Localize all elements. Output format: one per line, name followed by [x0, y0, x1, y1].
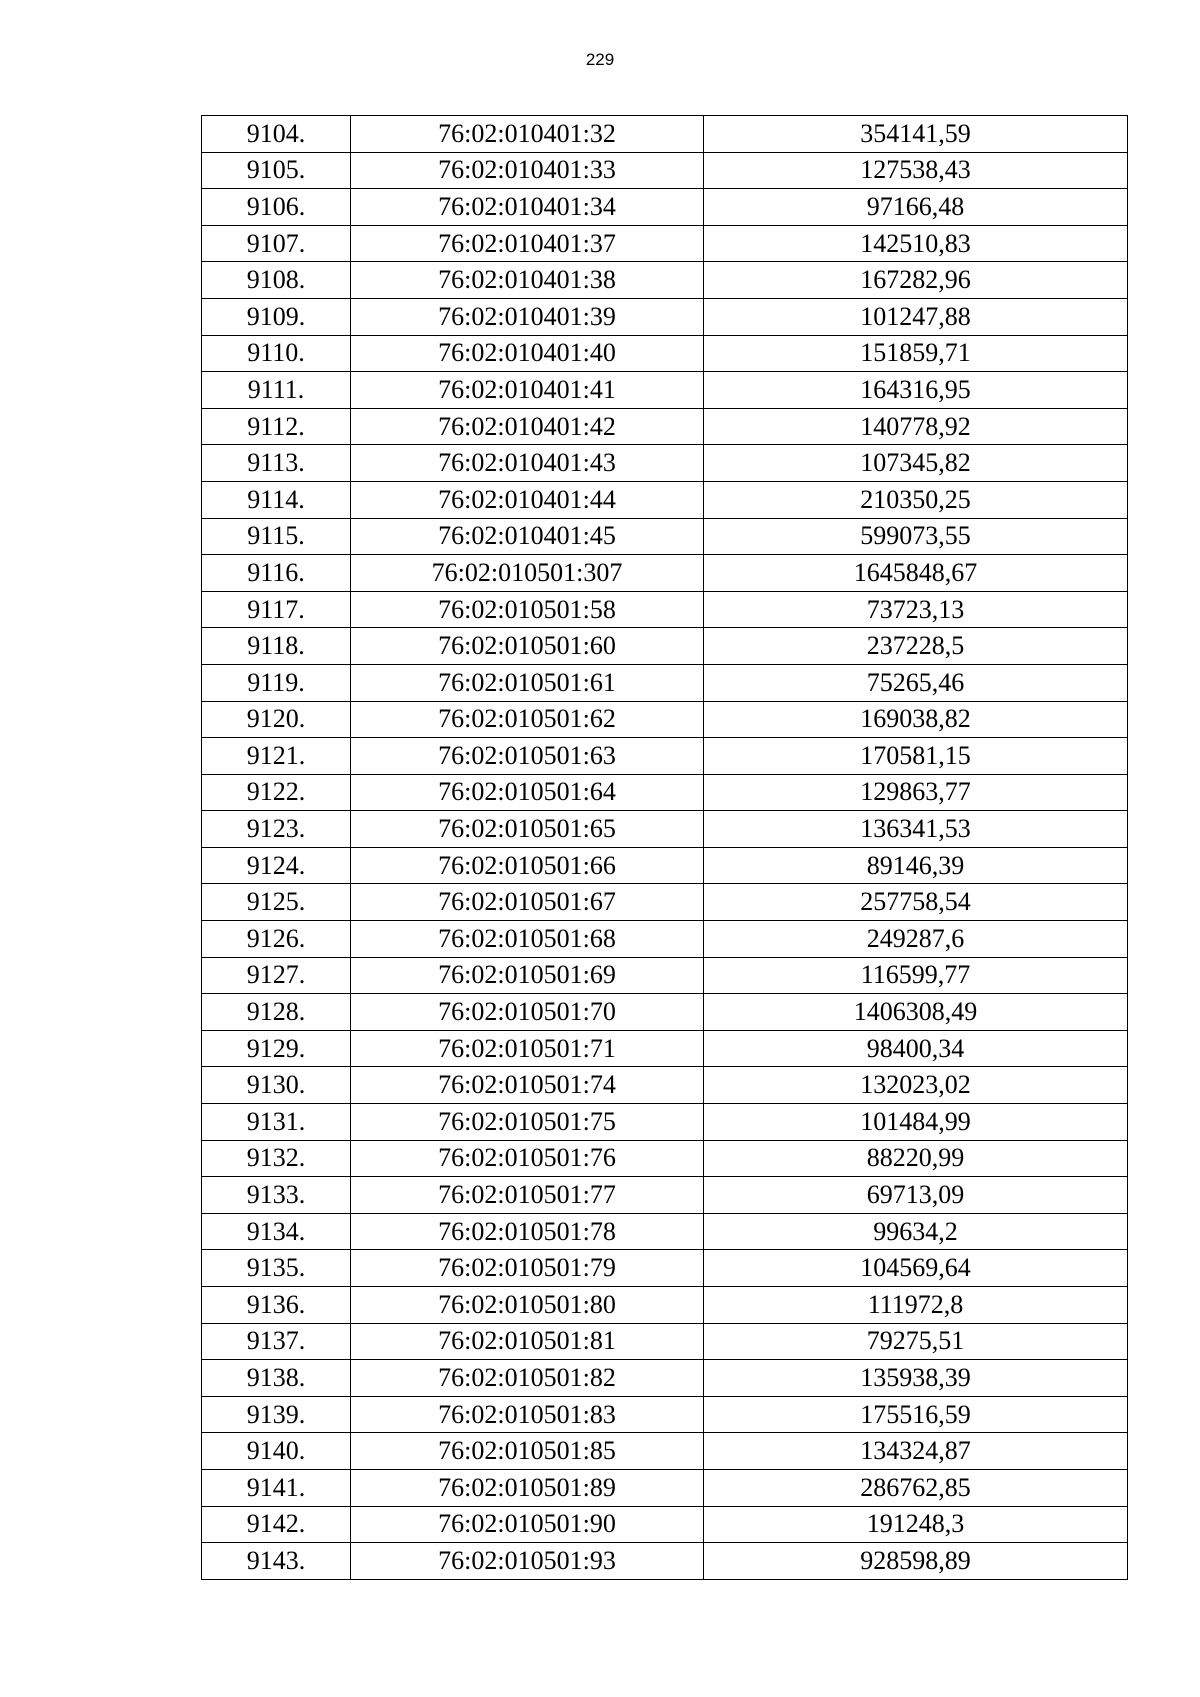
table-row — [202, 1323, 1128, 1360]
table-row — [202, 1360, 1128, 1397]
cadastral-value-cell: 107345,82 — [704, 445, 1128, 482]
cadastral-value-cell: 111972,8 — [704, 1287, 1128, 1324]
table-row — [202, 1543, 1128, 1580]
table-row — [202, 481, 1128, 518]
cadastral-number-cell: 76:02:010501:60 — [351, 628, 704, 665]
table-row — [202, 1506, 1128, 1543]
cadastral-value-cell: 75265,46 — [704, 664, 1128, 701]
cadastral-number-cell: 76:02:010401:44 — [351, 481, 704, 518]
row-number-cell: 9121. — [202, 738, 351, 775]
cadastral-value-cell: 79275,51 — [704, 1323, 1128, 1360]
table-row — [202, 774, 1128, 811]
cadastral-number-cell: 76:02:010501:68 — [351, 921, 704, 958]
cadastral-value-cell: 140778,92 — [704, 408, 1128, 445]
cadastral-number-cell: 76:02:010501:58 — [351, 591, 704, 628]
cadastral-value-cell: 599073,55 — [704, 518, 1128, 555]
table-row — [202, 189, 1128, 226]
row-number-cell: 9133. — [202, 1177, 351, 1214]
table-row — [202, 1177, 1128, 1214]
cadastral-number-cell: 76:02:010501:67 — [351, 884, 704, 921]
cadastral-number-cell: 76:02:010501:83 — [351, 1396, 704, 1433]
table-row — [202, 1250, 1128, 1287]
table-row — [202, 957, 1128, 994]
cadastral-value-cell: 164316,95 — [704, 372, 1128, 409]
cadastral-number-cell: 76:02:010501:76 — [351, 1140, 704, 1177]
table-row — [202, 1396, 1128, 1433]
cadastral-number-cell: 76:02:010501:77 — [351, 1177, 704, 1214]
row-number-cell: 9137. — [202, 1323, 351, 1360]
table-row — [202, 116, 1128, 153]
cadastral-value-cell: 135938,39 — [704, 1360, 1128, 1397]
table-row — [202, 1433, 1128, 1470]
cadastral-number-cell: 76:02:010401:32 — [351, 116, 704, 153]
cadastral-number-cell: 76:02:010401:40 — [351, 335, 704, 372]
table-row — [202, 225, 1128, 262]
row-number-cell: 9127. — [202, 957, 351, 994]
row-number-cell: 9115. — [202, 518, 351, 555]
row-number-cell: 9108. — [202, 262, 351, 299]
cadastral-number-cell: 76:02:010501:74 — [351, 1067, 704, 1104]
row-number-cell: 9104. — [202, 116, 351, 153]
cadastral-value-cell: 116599,77 — [704, 957, 1128, 994]
cadastral-number-cell: 76:02:010401:43 — [351, 445, 704, 482]
row-number-cell: 9106. — [202, 189, 351, 226]
row-number-cell: 9138. — [202, 1360, 351, 1397]
table-row — [202, 518, 1128, 555]
cadastral-value-cell: 286762,85 — [704, 1469, 1128, 1506]
table-row — [202, 1030, 1128, 1067]
row-number-cell: 9114. — [202, 481, 351, 518]
cadastral-number-cell: 76:02:010401:45 — [351, 518, 704, 555]
row-number-cell: 9129. — [202, 1030, 351, 1067]
cadastral-number-cell: 76:02:010501:70 — [351, 994, 704, 1031]
table-row — [202, 701, 1128, 738]
page-number: 229 — [585, 50, 615, 69]
row-number-cell: 9130. — [202, 1067, 351, 1104]
row-number-cell: 9135. — [202, 1250, 351, 1287]
cadastral-number-cell: 76:02:010501:63 — [351, 738, 704, 775]
cadastral-value-cell: 89146,39 — [704, 847, 1128, 884]
row-number-cell: 9123. — [202, 811, 351, 848]
cadastral-number-cell: 76:02:010501:79 — [351, 1250, 704, 1287]
cadastral-number-cell: 76:02:010401:33 — [351, 152, 704, 189]
cadastral-value-cell: 127538,43 — [704, 152, 1128, 189]
cadastral-number-cell: 76:02:010501:71 — [351, 1030, 704, 1067]
cadastral-number-cell: 76:02:010401:41 — [351, 372, 704, 409]
cadastral-number-cell: 76:02:010501:75 — [351, 1104, 704, 1141]
row-number-cell: 9109. — [202, 298, 351, 335]
cadastral-number-cell: 76:02:010501:93 — [351, 1543, 704, 1580]
table-row — [202, 298, 1128, 335]
row-number-cell: 9110. — [202, 335, 351, 372]
cadastral-value-cell: 104569,64 — [704, 1250, 1128, 1287]
cadastral-value-cell: 99634,2 — [704, 1213, 1128, 1250]
row-number-cell: 9140. — [202, 1433, 351, 1470]
cadastral-value-cell: 97166,48 — [704, 189, 1128, 226]
cadastral-number-cell: 76:02:010401:42 — [351, 408, 704, 445]
cadastral-number-cell: 76:02:010501:85 — [351, 1433, 704, 1470]
cadastral-value-table — [201, 115, 1128, 1580]
cadastral-number-cell: 76:02:010501:65 — [351, 811, 704, 848]
cadastral-number-cell: 76:02:010501:89 — [351, 1469, 704, 1506]
cadastral-value-cell: 134324,87 — [704, 1433, 1128, 1470]
row-number-cell: 9136. — [202, 1287, 351, 1324]
cadastral-number-cell: 76:02:010501:82 — [351, 1360, 704, 1397]
row-number-cell: 9117. — [202, 591, 351, 628]
table-row — [202, 1469, 1128, 1506]
table-row — [202, 1067, 1128, 1104]
cadastral-value-cell: 249287,6 — [704, 921, 1128, 958]
cadastral-value-cell: 1645848,67 — [704, 555, 1128, 592]
table-row — [202, 1140, 1128, 1177]
cadastral-value-cell: 928598,89 — [704, 1543, 1128, 1580]
cadastral-number-cell: 76:02:010501:64 — [351, 774, 704, 811]
row-number-cell: 9112. — [202, 408, 351, 445]
table-row — [202, 335, 1128, 372]
cadastral-value-cell: 170581,15 — [704, 738, 1128, 775]
cadastral-value-cell: 257758,54 — [704, 884, 1128, 921]
cadastral-number-cell: 76:02:010501:61 — [351, 664, 704, 701]
cadastral-number-cell: 76:02:010501:81 — [351, 1323, 704, 1360]
cadastral-value-cell: 175516,59 — [704, 1396, 1128, 1433]
cadastral-value-cell: 169038,82 — [704, 701, 1128, 738]
cadastral-value-cell: 136341,53 — [704, 811, 1128, 848]
row-number-cell: 9120. — [202, 701, 351, 738]
cadastral-value-cell: 354141,59 — [704, 116, 1128, 153]
row-number-cell: 9143. — [202, 1543, 351, 1580]
row-number-cell: 9105. — [202, 152, 351, 189]
table-row — [202, 152, 1128, 189]
table-row — [202, 1213, 1128, 1250]
cadastral-value-cell: 1406308,49 — [704, 994, 1128, 1031]
table-row — [202, 1287, 1128, 1324]
cadastral-number-cell: 76:02:010501:66 — [351, 847, 704, 884]
table-row — [202, 1104, 1128, 1141]
cadastral-value-cell: 191248,3 — [704, 1506, 1128, 1543]
table-row — [202, 591, 1128, 628]
table-row — [202, 738, 1128, 775]
row-number-cell: 9142. — [202, 1506, 351, 1543]
cadastral-value-cell: 73723,13 — [704, 591, 1128, 628]
cadastral-number-cell: 76:02:010401:39 — [351, 298, 704, 335]
cadastral-value-cell: 129863,77 — [704, 774, 1128, 811]
row-number-cell: 9116. — [202, 555, 351, 592]
row-number-cell: 9131. — [202, 1104, 351, 1141]
table-row — [202, 664, 1128, 701]
row-number-cell: 9107. — [202, 225, 351, 262]
row-number-cell: 9124. — [202, 847, 351, 884]
row-number-cell: 9132. — [202, 1140, 351, 1177]
cadastral-number-cell: 76:02:010501:62 — [351, 701, 704, 738]
cadastral-value-cell: 132023,02 — [704, 1067, 1128, 1104]
cadastral-value-cell: 142510,83 — [704, 225, 1128, 262]
cadastral-value-cell: 151859,71 — [704, 335, 1128, 372]
row-number-cell: 9134. — [202, 1213, 351, 1250]
row-number-cell: 9125. — [202, 884, 351, 921]
cadastral-number-cell: 76:02:010501:90 — [351, 1506, 704, 1543]
table-row — [202, 811, 1128, 848]
cadastral-value-cell: 101484,99 — [704, 1104, 1128, 1141]
cadastral-value-cell: 167282,96 — [704, 262, 1128, 299]
cadastral-number-cell: 76:02:010401:38 — [351, 262, 704, 299]
table-row — [202, 884, 1128, 921]
cadastral-value-cell: 69713,09 — [704, 1177, 1128, 1214]
table-row — [202, 628, 1128, 665]
row-number-cell: 9141. — [202, 1469, 351, 1506]
row-number-cell: 9119. — [202, 664, 351, 701]
cadastral-number-cell: 76:02:010501:69 — [351, 957, 704, 994]
cadastral-value-cell: 88220,99 — [704, 1140, 1128, 1177]
row-number-cell: 9113. — [202, 445, 351, 482]
cadastral-number-cell: 76:02:010401:37 — [351, 225, 704, 262]
table-row — [202, 445, 1128, 482]
table-row — [202, 372, 1128, 409]
row-number-cell: 9126. — [202, 921, 351, 958]
cadastral-value-cell: 101247,88 — [704, 298, 1128, 335]
cadastral-number-cell: 76:02:010501:307 — [351, 555, 704, 592]
cadastral-number-cell: 76:02:010501:78 — [351, 1213, 704, 1250]
cadastral-number-cell: 76:02:010401:34 — [351, 189, 704, 226]
cadastral-number-cell: 76:02:010501:80 — [351, 1287, 704, 1324]
row-number-cell: 9118. — [202, 628, 351, 665]
table-row — [202, 921, 1128, 958]
cadastral-value-cell: 237228,5 — [704, 628, 1128, 665]
row-number-cell: 9128. — [202, 994, 351, 1031]
cadastral-value-cell: 98400,34 — [704, 1030, 1128, 1067]
cadastral-value-cell: 210350,25 — [704, 481, 1128, 518]
table-row — [202, 994, 1128, 1031]
table-row — [202, 555, 1128, 592]
table-row — [202, 408, 1128, 445]
table-row — [202, 262, 1128, 299]
row-number-cell: 9111. — [202, 372, 351, 409]
row-number-cell: 9139. — [202, 1396, 351, 1433]
row-number-cell: 9122. — [202, 774, 351, 811]
table-row — [202, 847, 1128, 884]
table-body — [202, 116, 1128, 1580]
